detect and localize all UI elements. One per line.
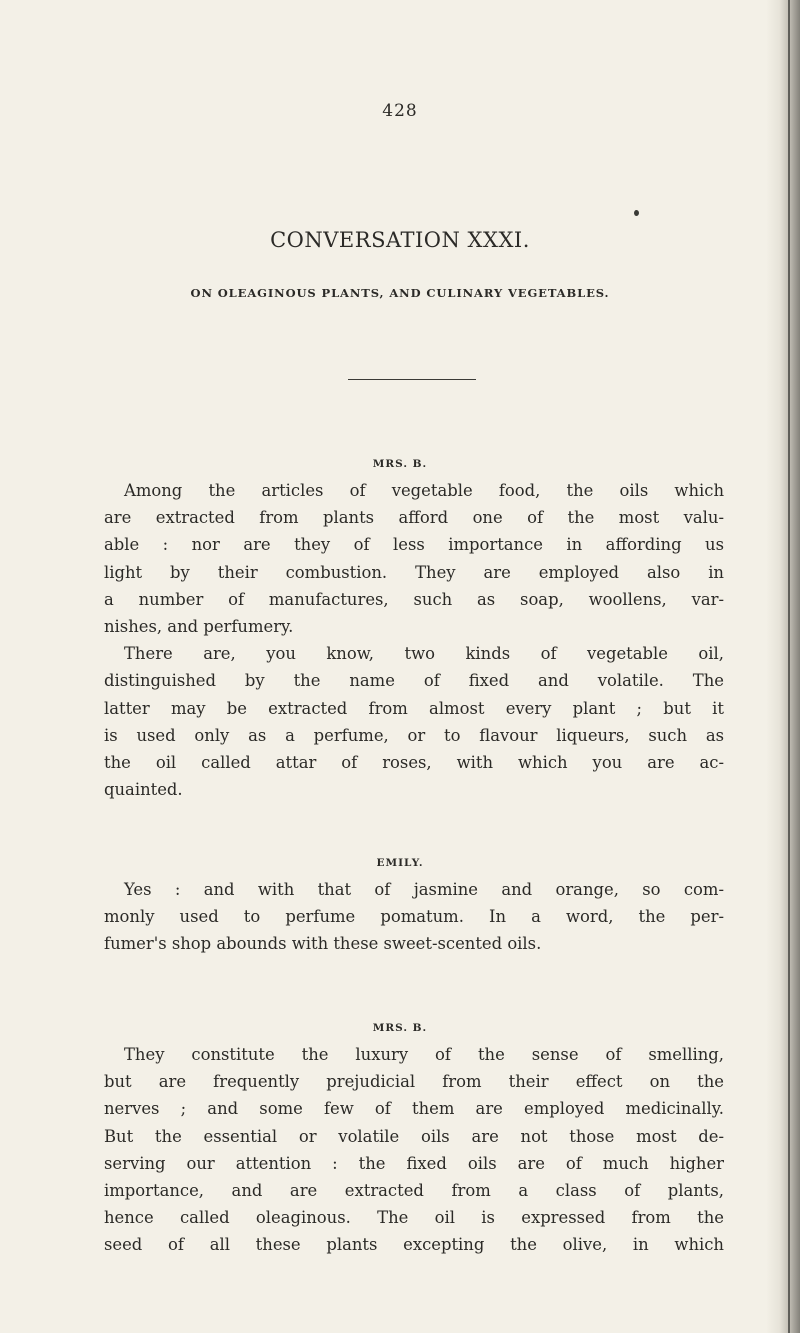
text-line: able : nor are they of less importance in affording us [104,535,724,555]
paragraph [104,477,724,803]
text-line: light by their combustion. They are employed also in [104,562,724,582]
page-edge-shadow [766,0,800,1333]
paragraph [104,1041,724,1259]
text-line: distinguished by the name of fixed and volatile. The [104,671,724,691]
speaker-label: EMILY. [376,857,424,869]
text-line: hence called oleaginous. The oil is expressed from the [104,1208,724,1228]
text-line: monly used to perfume pomatum. In a word, the per- [104,907,724,927]
title-divider [348,379,476,380]
text-line: a number of manufactures, such as soap, woollens, var- [104,589,724,609]
text-line: seed of all these plants excepting the olive, in which [104,1235,724,1255]
text-line: latter may be extracted from almost every plant ; but it [104,698,724,718]
text-line: fumer's shop abounds with these sweet-scented oils. [104,934,542,954]
page-number: 428 [382,101,418,121]
text-line: Yes : and with that of jasmine and orange, so com- [124,880,724,899]
text-line: There are, you know, two kinds of vegetable oil, [124,644,724,664]
text-line: nerves ; and some few of them are employed medicinally. [104,1099,724,1119]
text-line: Among the articles of vegetable food, the oils which [124,481,724,500]
text-line: importance, and are extracted from a class of plants, [104,1181,724,1201]
page-edge-line [788,0,790,1333]
text-line: are extracted from plants afford one of the most valu- [104,508,724,528]
chapter-title: CONVERSATION XXXI. [270,228,530,252]
text-line: nishes, and perfumery. [104,617,294,637]
paragraph [104,876,724,958]
text-line: serving our attention : the fixed oils are of much higher [104,1153,724,1173]
ink-speck [634,210,639,216]
text-line: but are frequently prejudicial from their effect on the [104,1072,724,1092]
speaker-label: MRS. B. [372,458,428,470]
speaker-label: MRS. B. [372,1022,428,1034]
text-line: quainted. [104,780,183,800]
chapter-subtitle: ON OLEAGINOUS PLANTS, AND CULINARY VEGETABLES. [190,286,610,300]
text-line: is used only as a perfume, or to flavour liqueurs, such as [104,725,724,745]
text-line: They constitute the luxury of the sense of smelling, [124,1045,724,1064]
text-line: But the essential or volatile oils are not those most de- [104,1126,724,1146]
text-line: the oil called attar of roses, with which you are ac- [104,753,724,773]
